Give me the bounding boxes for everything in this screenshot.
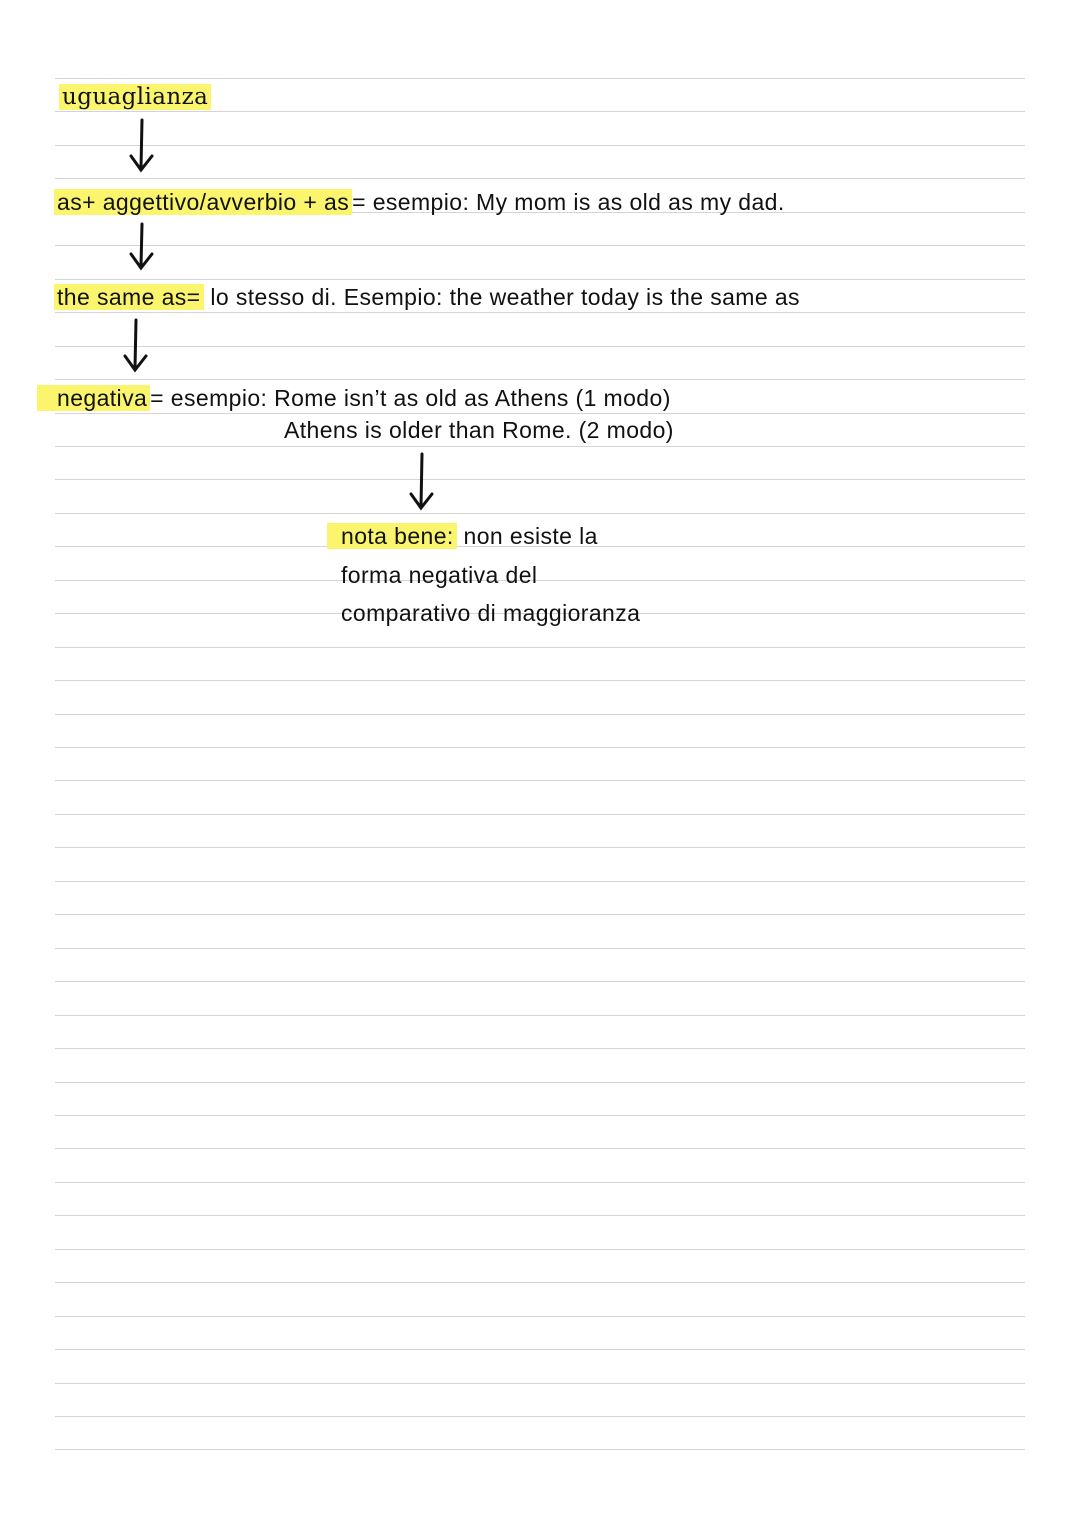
ruled-line — [55, 814, 1025, 815]
ruled-line — [55, 279, 1025, 280]
arrow-down-icon — [128, 118, 158, 174]
ruled-line — [55, 981, 1025, 982]
ruled-line — [55, 1316, 1025, 1317]
ruled-line — [55, 1115, 1025, 1116]
ruled-line — [55, 145, 1025, 146]
ruled-line — [55, 479, 1025, 480]
ruled-line — [55, 747, 1025, 748]
ruled-line — [55, 647, 1025, 648]
highlight: negativa — [37, 385, 150, 411]
example-text-2: Athens is older than Rome. (2 modo) — [284, 417, 674, 443]
ruled-line — [55, 245, 1025, 246]
arrow-down-icon — [122, 318, 152, 374]
ruled-line — [55, 1449, 1025, 1450]
note-text: non esiste la — [456, 523, 598, 549]
ruled-line — [55, 780, 1025, 781]
rule-same-as — [57, 282, 800, 312]
ruled-line — [55, 680, 1025, 681]
ruled-line — [55, 1015, 1025, 1016]
ruled-line — [55, 1215, 1025, 1216]
ruled-line — [55, 881, 1025, 882]
example-text: = esempio: Rome isn’t as old as Athens (1 modo) — [150, 385, 671, 411]
ruled-line — [55, 948, 1025, 949]
ruled-line — [55, 914, 1025, 915]
ruled-line — [55, 78, 1025, 79]
highlight: nota bene: — [327, 523, 457, 549]
ruled-line — [55, 513, 1025, 514]
ruled-line — [55, 1349, 1025, 1350]
ruled-line — [55, 1282, 1025, 1283]
highlight: uguaglianza — [59, 84, 211, 110]
arrow-down-icon — [408, 452, 438, 512]
ruled-line — [55, 714, 1025, 715]
ruled-line — [55, 178, 1025, 179]
ruled-line — [55, 1416, 1025, 1417]
ruled-line — [55, 1148, 1025, 1149]
highlight: as+ aggettivo/avverbio + as — [54, 189, 352, 215]
heading-uguaglianza — [62, 82, 211, 112]
ruled-line — [55, 312, 1025, 313]
ruled-line — [55, 580, 1025, 581]
ruled-line — [55, 379, 1025, 380]
rule-negativa — [57, 383, 671, 413]
ruled-line — [55, 1082, 1025, 1083]
note-line-3: comparativo di maggioranza — [341, 600, 641, 626]
ruled-line — [55, 1048, 1025, 1049]
arrow-down-icon — [128, 222, 158, 272]
example-text: = esempio: My mom is as old as my dad. — [352, 189, 785, 215]
note-line-2: forma negativa del — [341, 562, 538, 588]
rule-as-as — [57, 187, 785, 217]
note-line-1 — [341, 521, 598, 551]
highlight: the same as= — [54, 284, 204, 310]
example-text: lo stesso di. Esempio: the weather today is the same as — [203, 284, 800, 310]
ruled-line — [55, 847, 1025, 848]
ruled-line — [55, 1182, 1025, 1183]
ruled-line — [55, 446, 1025, 447]
ruled-line — [55, 346, 1025, 347]
ruled-line — [55, 1249, 1025, 1250]
ruled-line — [55, 1383, 1025, 1384]
